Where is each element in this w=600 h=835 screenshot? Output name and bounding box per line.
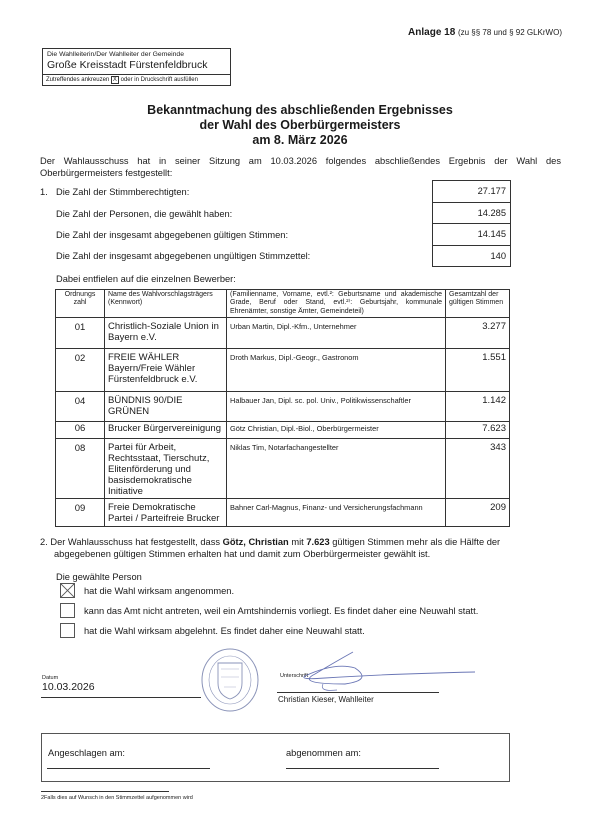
elected-person-label: Die gewählte Person	[56, 572, 142, 582]
row-number: 06	[56, 421, 105, 438]
signature-label: Unterschrift	[280, 673, 309, 679]
table-header-row	[56, 290, 510, 318]
option-impediment[interactable]	[60, 603, 478, 618]
official-seal-icon	[200, 647, 260, 713]
value-valid-votes: 14.145	[433, 224, 510, 246]
value-invalid-ballots: 140	[490, 250, 506, 261]
signer-name: Christian Kieser, Wahlleiter	[278, 695, 374, 704]
annex-reference	[408, 27, 562, 38]
date-label: Datum	[42, 675, 59, 681]
annex-number: Anlage 18	[408, 27, 456, 38]
col-header-party: Name des Wahlvorschlagsträgers (Kennwort)	[105, 290, 227, 318]
checkbox-example-icon: X	[112, 77, 117, 83]
checkbox-unchecked[interactable]	[60, 603, 75, 618]
table-row	[56, 348, 510, 391]
row-number: 01	[56, 317, 105, 348]
row-number: 02	[56, 348, 105, 391]
row-party: Brucker Bürgervereinigung	[105, 421, 227, 438]
removed-on-label: abgenommen am:	[286, 748, 361, 758]
date-line	[41, 697, 201, 698]
table-row	[56, 391, 510, 421]
value-persons-voted: 14.285	[433, 203, 510, 225]
option-label: kann das Amt nicht antreten, weil ein Amtshindernis vorliegt. Es findet daher eine Neuwahl statt.	[84, 605, 479, 616]
title-line-2: der Wahl des Oberbürgermeisters	[199, 118, 401, 132]
footnote: 2Falls dies auf Wunsch in den Stimmzettel aufgenommen wird	[41, 795, 193, 801]
col-header-person: (Familienname, Vorname, evtl.²: Geburtsname und akademische Grade, Beruf oder Stand, evtl.²⁾: Geburtsjahr, kommunale Ehrenämter, sonstige Ämter, Gemeindeteil)	[227, 290, 446, 318]
row-votes: 209	[446, 498, 510, 526]
section-2-text: Der Wahlausschuss hat festgestellt, dass	[50, 537, 221, 547]
row-party: Christlich-Soziale Union in Bayern e.V.	[105, 317, 227, 348]
col-header-number: Ordnungs zahl	[56, 290, 105, 318]
issuer-box	[42, 48, 231, 86]
intro-paragraph: Der Wahlausschuss hat in seiner Sitzung am 10.03.2026 folgendes abschließendes Ergebnis der Wahl des Oberbürgermeisters festgestellt:	[40, 156, 561, 178]
row-candidate: Urban Martin, Dipl.-Kfm., Unternehmer	[227, 317, 446, 348]
table-row	[56, 317, 510, 348]
document-title	[0, 103, 600, 148]
candidates-intro: Dabei entfielen auf die einzelnen Bewerber:	[56, 274, 236, 284]
row-votes: 1.551	[446, 348, 510, 391]
winner-votes: 7.623	[306, 537, 330, 547]
handwritten-signature-icon	[275, 650, 475, 695]
label-invalid-ballots: Die Zahl der insgesamt abgegebenen ungültigen Stimmzettel:	[56, 251, 311, 261]
posted-on-field[interactable]	[47, 768, 210, 769]
fill-instruction-text-2: oder in Druckschrift ausfüllen	[120, 77, 198, 83]
checkbox-unchecked[interactable]	[60, 623, 75, 638]
signature-line	[277, 692, 439, 693]
table-row	[56, 498, 510, 526]
winner-name: Götz, Christian	[222, 537, 289, 547]
row-number: 04	[56, 391, 105, 421]
section-2-text: mit	[291, 537, 304, 547]
candidates-table	[55, 289, 510, 527]
removed-on-field[interactable]	[286, 768, 439, 769]
row-candidate: Droth Markus, Dipl.-Geogr., Gastronom	[227, 348, 446, 391]
annex-legal-ref: (zu §§ 78 und § 92 GLKrWO)	[457, 28, 562, 37]
title-line-1: Bekanntmachung des abschließenden Ergebnisses	[147, 103, 453, 117]
row-party: FREIE WÄHLER Bayern/Freie Wähler Fürstenfeldbruck e.V.	[105, 348, 227, 391]
issuer-municipality: Große Kreisstadt Fürstenfeldbruck	[47, 59, 208, 71]
label-valid-votes: Die Zahl der insgesamt abgegebenen gültigen Stimmen:	[56, 230, 289, 240]
fill-instruction-text: Zutreffendes ankreuzen	[46, 77, 110, 83]
option-label: hat die Wahl wirksam angenommen.	[84, 585, 235, 596]
totals-box	[432, 180, 511, 267]
title-line-3: am 8. März 2026	[252, 133, 348, 147]
row-votes: 343	[446, 438, 510, 498]
checkbox-checked[interactable]	[60, 583, 75, 598]
table-row	[56, 421, 510, 438]
row-candidate: Halbauer Jan, Dipl. sc. pol. Univ., Politikwissenschaftler	[227, 391, 446, 421]
row-party: BÜNDNIS 90/DIE GRÜNEN	[105, 391, 227, 421]
option-label: hat die Wahl wirksam abgelehnt. Es findet daher eine Neuwahl statt.	[84, 625, 365, 636]
row-candidate: Götz Christian, Dipl.-Biol., Oberbürgermeister	[227, 421, 446, 438]
date-value: 10.03.2026	[42, 681, 95, 693]
section-2-text: gültigen Stimmen mehr als die Hälfte der	[332, 537, 501, 547]
footnote-divider	[41, 791, 169, 792]
row-party: Freie Demokratische Partei / Parteifreie Brucker	[105, 498, 227, 526]
fill-instruction	[43, 75, 230, 85]
section-1-number: 1.	[40, 187, 48, 197]
row-votes: 7.623	[446, 421, 510, 438]
table-row	[56, 438, 510, 498]
row-candidate: Niklas Tim, Notarfachangestellter	[227, 438, 446, 498]
section-2-number: 2.	[40, 537, 48, 547]
label-eligible-voters: Die Zahl der Stimmberechtigten:	[56, 187, 190, 197]
row-votes: 1.142	[446, 391, 510, 421]
option-accepted[interactable]	[60, 583, 234, 598]
section-2-text-cont: abgegebenen gültigen Stimmen erhalten hat und damit zum Oberbürgermeister gewählt ist.	[54, 549, 431, 559]
col-header-votes: Gesamtzahl der gültigen Stimmen	[446, 290, 510, 318]
issuer-role: Die Wahlleiterin/Der Wahlleiter der Gemeinde	[47, 51, 184, 58]
section-2-paragraph	[40, 536, 561, 560]
row-number: 09	[56, 498, 105, 526]
row-number: 08	[56, 438, 105, 498]
label-persons-voted: Die Zahl der Personen, die gewählt haben:	[56, 209, 233, 219]
posted-on-label: Angeschlagen am:	[48, 748, 126, 758]
posting-box	[41, 733, 510, 782]
row-party: Partei für Arbeit, Rechtsstaat, Tierschutz, Elitenförderung und basisdemokratische Initiative	[105, 438, 227, 498]
value-eligible-voters: 27.177	[433, 181, 510, 203]
row-votes: 3.277	[446, 317, 510, 348]
x-mark-icon	[61, 584, 74, 597]
option-declined[interactable]	[60, 623, 365, 638]
row-candidate: Bahner Carl-Magnus, Finanz- und Versicherungsfachmann	[227, 498, 446, 526]
